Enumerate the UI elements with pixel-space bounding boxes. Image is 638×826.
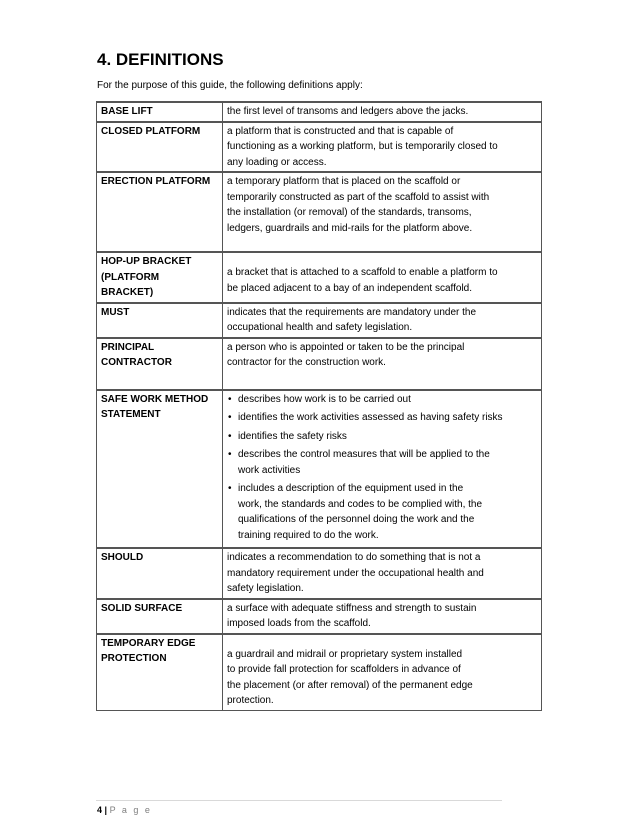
definition-line: the placement (or after removal) of the permanent edge [227,679,473,691]
definition-line: protection. [227,695,274,706]
definition-line: indicates a recommendation to do something that is not a [227,552,481,563]
term-line: BASE LIFT [101,106,153,117]
definition-term [97,338,223,390]
definition-row [97,599,542,634]
definition-line: a person who is appointed or taken to be the principal [227,341,465,353]
bullet-item [227,392,537,408]
definition-line: ledgers, guardrails and mid-rails for the platform above. [227,222,473,234]
bullet-icon: • [228,430,232,442]
page-footer [97,805,152,815]
term-line: BRACKET) [101,287,154,298]
term-line: ERECTION PLATFORM [101,176,211,187]
definition-row [97,548,542,599]
definition-line: safety legislation. [227,583,304,594]
definition-line: the installation (or removal) of the standards, transoms, [227,207,472,218]
term-line: CONTRACTOR [101,357,172,368]
bullet-line: describes the control measures that will be applied to the [238,449,490,460]
term-line: SAFE WORK METHOD [101,393,209,405]
bullet-icon: • [228,449,232,460]
bullet-item [227,481,537,543]
bullet-line: includes a description of the equipment used in the [238,483,464,494]
definition-line: contractor for the construction work. [227,357,386,368]
definition-line: imposed loads from the scaffold. [227,618,371,629]
definition-line: temporarily constructed as part of the scaffold to assist with [227,191,490,203]
definition-row [97,102,542,122]
definition-line: a surface with adequate stiffness and strength to sustain [227,602,477,614]
definition-term [97,599,223,634]
bullet-line: describes how work is to be carried out [238,393,411,405]
definition-row [97,122,542,173]
definition-term [97,252,223,303]
definition-text [223,338,542,390]
page-number: 4 [97,805,103,815]
footer-divider [96,800,502,801]
definition-line: to provide fall protection for scaffolders in advance of [227,664,461,675]
footer-separator: | [104,805,108,815]
term-line: (PLATFORM [101,271,160,283]
definition-term [97,634,223,711]
definition-text [223,548,542,599]
term-line: STATEMENT [101,409,161,420]
bullet-item [227,447,537,478]
definition-line: a platform that is constructed and that is capable of [227,125,454,137]
definition-line: a bracket that is attached to a scaffold to enable a platform to [227,267,498,278]
bullet-line: training required to do the work. [238,529,379,541]
definition-text [223,102,542,122]
definition-term [97,390,223,549]
definition-row [97,172,542,252]
definition-text [223,172,542,252]
definition-line: occupational health and safety legislation. [227,322,413,333]
term-line: PROTECTION [101,653,167,664]
term-line: MUST [101,306,130,318]
definition-term [97,102,223,122]
definition-text [223,122,542,173]
definition-text [223,303,542,338]
definition-row [97,252,542,303]
definition-line: a temporary platform that is placed on the scaffold or [227,176,461,187]
definition-line: the first level of transoms and ledgers above the jacks. [227,106,469,117]
bullet-icon: • [228,393,232,405]
definition-text [223,252,542,303]
term-line: PRINCIPAL [101,341,155,353]
bullet-item [227,410,537,426]
term-line: HOP-UP BRACKET [101,256,192,267]
term-line: SOLID SURFACE [101,602,183,614]
term-line: TEMPORARY EDGE [101,637,196,649]
definition-text [223,634,542,711]
term-line: CLOSED PLATFORM [101,125,201,137]
intro-text: For the purpose of this guide, the following definitions apply: [97,80,363,91]
definition-line: indicates that the requirements are mandatory under the [227,306,477,318]
definition-term [97,122,223,173]
definition-line: mandatory requirement under the occupational health and [227,567,484,579]
definition-line: any loading or access. [227,156,327,168]
section-heading: 4. DEFINITIONS [97,50,224,69]
definition-line: a guardrail and midrail or proprietary system installed [227,648,463,660]
definitions-table [96,101,542,711]
definition-line: be placed adjacent to a bay of an independent scaffold. [227,282,473,294]
bullet-item [227,429,537,445]
bullet-line: identifies the work activities assessed as having safety risks [238,412,503,423]
definition-term [97,548,223,599]
definition-row [97,303,542,338]
bullet-list [227,392,537,544]
bullet-icon: • [228,483,232,494]
bullet-line: work, the standards and codes to be complied with, the [238,498,483,510]
definition-row [97,634,542,711]
bullet-line: qualifications of the personnel doing the work and the [238,514,475,525]
page-label: P a g e [109,805,152,815]
definition-row [97,338,542,390]
definition-line: functioning as a working platform, but is temporarily closed to [227,141,498,152]
bullet-icon: • [228,412,232,423]
definition-term [97,303,223,338]
definition-term [97,172,223,252]
bullet-line: identifies the safety risks [238,430,347,442]
term-line: SHOULD [101,552,144,563]
definition-text [223,390,542,549]
definition-text [223,599,542,634]
bullet-line: work activities [238,464,301,476]
definition-row [97,390,542,549]
